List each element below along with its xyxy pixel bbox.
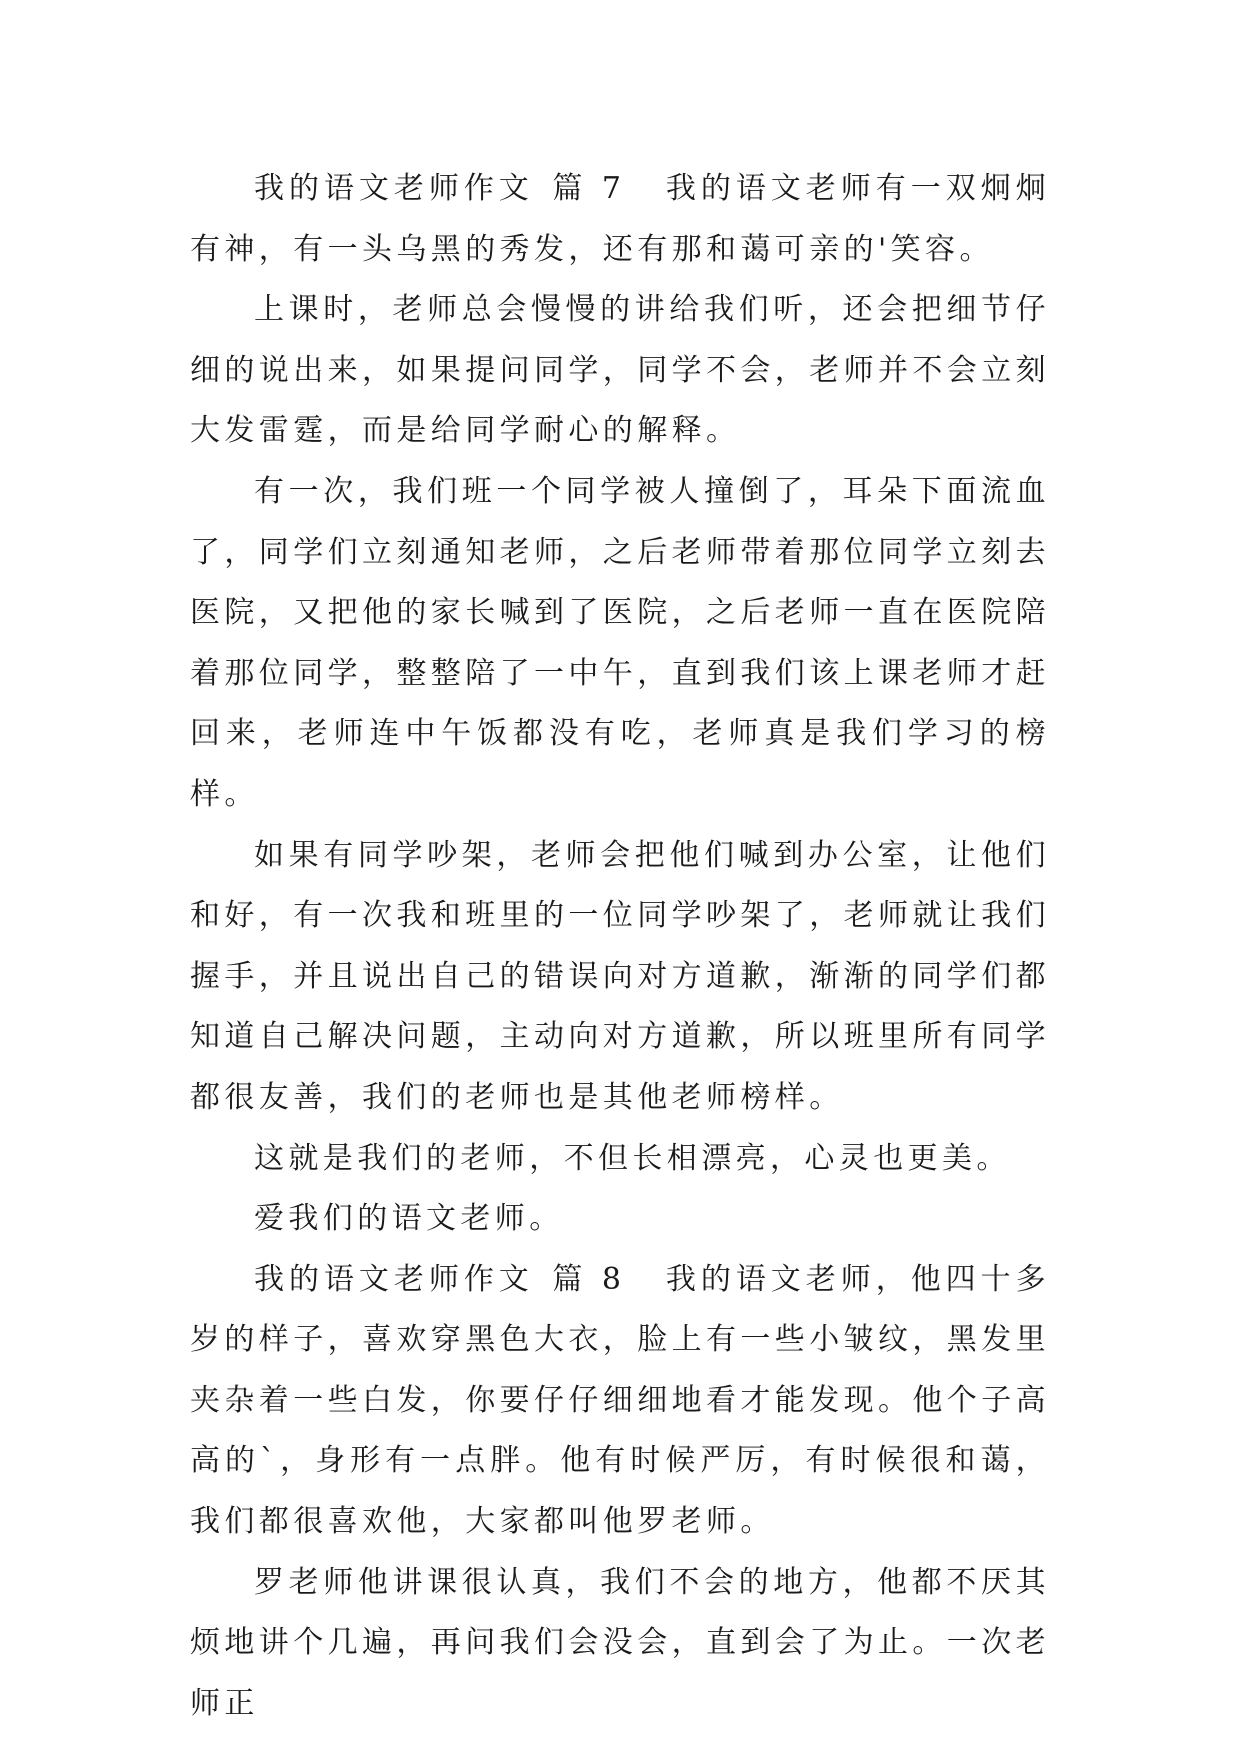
essay-8-heading-paragraph bbox=[190, 1250, 1050, 1553]
body-paragraph: 这就是我们的老师，不但长相漂亮，心灵也更美。 bbox=[254, 1140, 1011, 1176]
essay-7-heading-paragraph bbox=[190, 159, 1050, 280]
body-paragraph: 上课时，老师总会慢慢的讲给我们听，还会把细节仔细的说出来，如果提问同学，同学不会，老师并不会立刻大发雷霆，而是给同学耐心的解释。 bbox=[190, 292, 1050, 449]
essay-8-opening-text: 我的语文老师，他四十多岁的样子，喜欢穿黑色大衣，脸上有一些小皱纹，黑发里夹杂着一些白发，你要仔仔细细地看才能发现。他个子高高的`，身形有一点胖。他有时候严厉，有时候很和蔼，我们都很喜欢他，大家都叫他罗老师。 bbox=[190, 1261, 1051, 1540]
essay-7-opening-text: 我的语文老师有一双炯炯有神，有一头乌黑的秀发，还有那和蔼可亲的'笑容。 bbox=[190, 171, 1051, 267]
essay-7-number: 篇 7 bbox=[551, 171, 626, 206]
essay-8-number: 篇 8 bbox=[551, 1261, 626, 1297]
body-paragraph: 爱我们的语文老师。 bbox=[254, 1201, 564, 1237]
essay-7-title: 我的语文老师作文 bbox=[254, 171, 534, 206]
body-paragraph: 罗老师他讲课很认真，我们不会的地方，他都不厌其烦地讲个几遍，再问我们会没会，直到会了为止。一次老师正 bbox=[190, 1564, 1050, 1721]
body-paragraph: 有一次，我们班一个同学被人撞倒了，耳朵下面流血了，同学们立刻通知老师，之后老师带着那位同学立刻去医院，又把他的家长喊到了医院，之后老师一直在医院陪着那位同学，整整陪了一中午，直到我们该上课老师才赶回来，老师连中午饭都没有吃，老师真是我们学习的榜样。 bbox=[190, 473, 1050, 812]
body-paragraph: 如果有同学吵架，老师会把他们喊到办公室，让他们和好，有一次我和班里的一位同学吵架了，老师就让我们握手，并且说出自己的错误向对方道歉，渐渐的同学们都知道自己解决问题，主动向对方道歉，所以班里所有同学都很友善，我们的老师也是其他老师榜样。 bbox=[190, 837, 1050, 1115]
essay-body bbox=[190, 159, 1050, 1734]
essay-8-title: 我的语文老师作文 bbox=[254, 1261, 534, 1297]
